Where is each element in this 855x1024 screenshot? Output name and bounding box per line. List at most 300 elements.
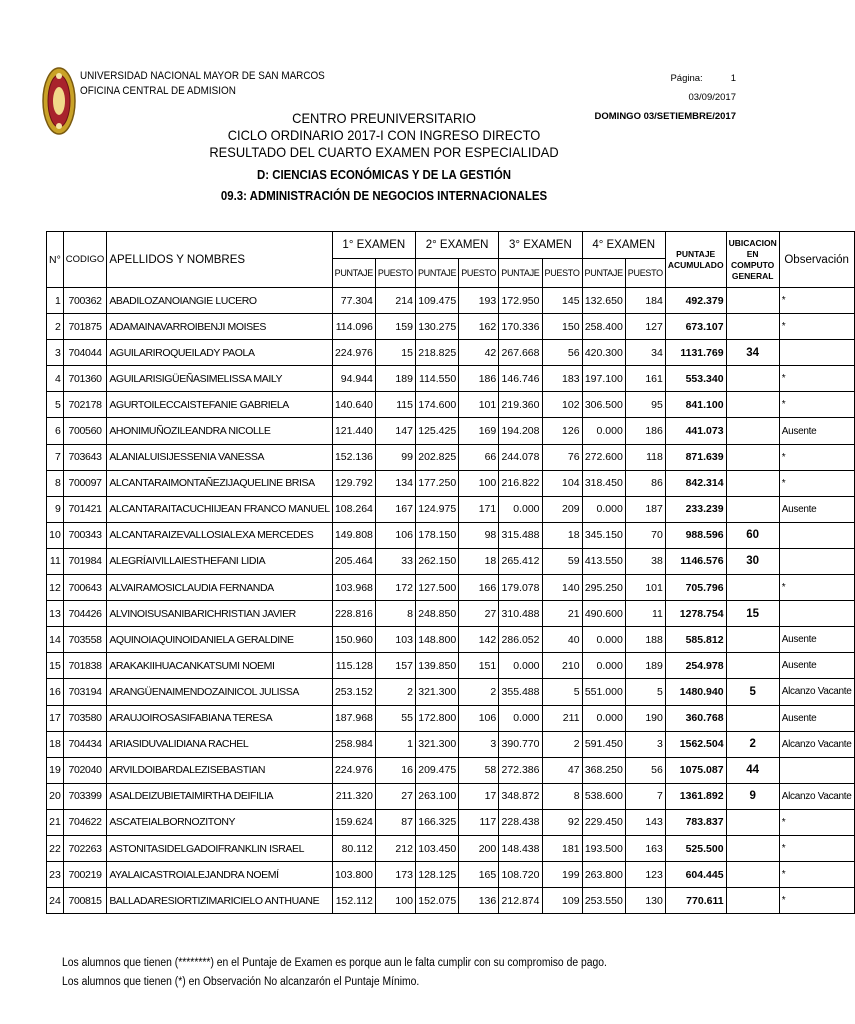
table-row (47, 757, 855, 783)
col-code: CODIGO (63, 232, 107, 288)
row-number: 14 (47, 627, 64, 653)
score-exam-2: 218.825 (415, 340, 458, 366)
observation: Ausente (779, 627, 854, 653)
observation: * (779, 470, 854, 496)
score-exam-1: 149.808 (332, 522, 375, 548)
observation: * (779, 392, 854, 418)
table-row (47, 314, 855, 340)
score-exam-1: 114.096 (332, 314, 375, 340)
col-position-3: PUESTO (542, 259, 582, 288)
general-rank (726, 392, 779, 418)
student-name: ARIASIDUVALIDIANA RACHEL (107, 731, 332, 757)
score-exam-4: 272.600 (582, 444, 625, 470)
position-exam-1: 2 (375, 679, 415, 705)
score-exam-2: 125.425 (415, 418, 458, 444)
student-code: 703558 (63, 627, 107, 653)
table-row (47, 653, 855, 679)
general-rank (726, 835, 779, 861)
score-exam-4: 318.450 (582, 470, 625, 496)
position-exam-2: 3 (459, 731, 499, 757)
position-exam-4: 184 (625, 288, 665, 314)
results-table (46, 231, 855, 914)
report-date: 03/09/2017 (688, 92, 736, 103)
position-exam-2: 200 (459, 835, 499, 861)
total-score: 988.596 (665, 522, 726, 548)
total-score: 233.239 (665, 496, 726, 522)
total-score: 254.978 (665, 653, 726, 679)
score-exam-3: 194.208 (499, 418, 542, 444)
position-exam-4: 3 (625, 731, 665, 757)
position-exam-1: 167 (375, 496, 415, 522)
student-code: 700343 (63, 522, 107, 548)
position-exam-2: 151 (459, 653, 499, 679)
table-row (47, 679, 855, 705)
student-code: 703580 (63, 705, 107, 731)
general-rank (726, 314, 779, 340)
table-row (47, 809, 855, 835)
position-exam-3: 40 (542, 627, 582, 653)
total-score: 360.768 (665, 705, 726, 731)
table-row (47, 392, 855, 418)
score-exam-2: 321.300 (415, 679, 458, 705)
report-day: DOMINGO 03/SETIEMBRE/2017 (594, 111, 736, 122)
student-name: ALCANTARAITACUCHIIJEAN FRANCO MANUEL (107, 496, 332, 522)
student-code: 703194 (63, 679, 107, 705)
score-exam-1: 129.792 (332, 470, 375, 496)
row-number: 11 (47, 548, 64, 574)
position-exam-3: 18 (542, 522, 582, 548)
position-exam-4: 188 (625, 627, 665, 653)
observation (779, 757, 854, 783)
position-exam-3: 92 (542, 809, 582, 835)
position-exam-3: 76 (542, 444, 582, 470)
position-exam-2: 117 (459, 809, 499, 835)
score-exam-3: 0.000 (499, 705, 542, 731)
score-exam-1: 80.112 (332, 835, 375, 861)
student-code: 701984 (63, 548, 107, 574)
observation: * (779, 575, 854, 601)
score-exam-3: 267.668 (499, 340, 542, 366)
position-exam-4: 163 (625, 835, 665, 861)
score-exam-1: 108.264 (332, 496, 375, 522)
score-exam-4: 295.250 (582, 575, 625, 601)
student-name: ABADILOZANOIANGIE LUCERO (107, 288, 332, 314)
position-exam-2: 17 (459, 783, 499, 809)
position-exam-2: 165 (459, 862, 499, 888)
student-code: 704044 (63, 340, 107, 366)
student-code: 702178 (63, 392, 107, 418)
score-exam-1: 258.984 (332, 731, 375, 757)
student-name: AYALAICASTROIALEJANDRA NOEMÍ (107, 862, 332, 888)
observation: * (779, 366, 854, 392)
observation: * (779, 809, 854, 835)
position-exam-3: 8 (542, 783, 582, 809)
total-score: 1480.940 (665, 679, 726, 705)
score-exam-2: 114.550 (415, 366, 458, 392)
position-exam-4: 186 (625, 418, 665, 444)
student-name: ALCANTARAIMONTAÑEZIJAQUELINE BRISA (107, 470, 332, 496)
row-number: 8 (47, 470, 64, 496)
general-rank (726, 653, 779, 679)
observation: * (779, 835, 854, 861)
position-exam-4: 70 (625, 522, 665, 548)
position-exam-3: 109 (542, 888, 582, 914)
score-exam-4: 132.650 (582, 288, 625, 314)
position-exam-4: 143 (625, 809, 665, 835)
score-exam-2: 321.300 (415, 731, 458, 757)
score-exam-2: 209.475 (415, 757, 458, 783)
score-exam-3: 265.412 (499, 548, 542, 574)
position-exam-2: 2 (459, 679, 499, 705)
total-score: 1278.754 (665, 601, 726, 627)
score-exam-2: 166.325 (415, 809, 458, 835)
general-rank: 2 (726, 731, 779, 757)
position-exam-2: 58 (459, 757, 499, 783)
title-line-1: CENTRO PREUNIVERSITARIO (292, 110, 476, 126)
student-code: 700362 (63, 288, 107, 314)
position-exam-1: 115 (375, 392, 415, 418)
student-code: 700815 (63, 888, 107, 914)
general-rank (726, 470, 779, 496)
col-score-4: PUNTAJE (582, 259, 625, 288)
score-exam-1: 187.968 (332, 705, 375, 731)
position-exam-3: 209 (542, 496, 582, 522)
table-row (47, 705, 855, 731)
score-exam-4: 229.450 (582, 809, 625, 835)
general-rank (726, 862, 779, 888)
area-title: D: CIENCIAS ECONÓMICAS Y DE LA GESTIÓN (256, 167, 512, 182)
total-score: 841.100 (665, 392, 726, 418)
row-number: 23 (47, 862, 64, 888)
page-label: Página: (670, 73, 703, 84)
table-row (47, 601, 855, 627)
position-exam-1: 100 (375, 888, 415, 914)
general-rank (726, 575, 779, 601)
position-exam-3: 145 (542, 288, 582, 314)
position-exam-2: 18 (459, 548, 499, 574)
position-exam-3: 56 (542, 340, 582, 366)
student-name: ARAUJOIROSASIFABIANA TERESA (107, 705, 332, 731)
score-exam-4: 490.600 (582, 601, 625, 627)
position-exam-2: 142 (459, 627, 499, 653)
score-exam-1: 121.440 (332, 418, 375, 444)
general-rank (726, 496, 779, 522)
score-exam-1: 140.640 (332, 392, 375, 418)
score-exam-2: 127.500 (415, 575, 458, 601)
position-exam-3: 199 (542, 862, 582, 888)
score-exam-1: 152.112 (332, 888, 375, 914)
row-number: 12 (47, 575, 64, 601)
general-rank (726, 288, 779, 314)
position-exam-3: 181 (542, 835, 582, 861)
observation: * (779, 314, 854, 340)
position-exam-2: 42 (459, 340, 499, 366)
results-body (47, 288, 855, 914)
row-number: 22 (47, 835, 64, 861)
student-code: 702040 (63, 757, 107, 783)
position-exam-3: 211 (542, 705, 582, 731)
score-exam-3: 0.000 (499, 653, 542, 679)
score-exam-2: 178.150 (415, 522, 458, 548)
score-exam-1: 150.960 (332, 627, 375, 653)
col-score-3: PUNTAJE (499, 259, 542, 288)
col-rank: UBICACION EN COMPUTO GENERAL (726, 232, 779, 288)
position-exam-1: 173 (375, 862, 415, 888)
row-number: 16 (47, 679, 64, 705)
position-exam-3: 150 (542, 314, 582, 340)
row-number: 5 (47, 392, 64, 418)
score-exam-1: 228.816 (332, 601, 375, 627)
total-score: 1146.576 (665, 548, 726, 574)
observation: Ausente (779, 418, 854, 444)
position-exam-4: 7 (625, 783, 665, 809)
score-exam-3: 348.872 (499, 783, 542, 809)
student-name: AGUILARISIGÜEÑASIMELISSA MAILY (107, 366, 332, 392)
position-exam-4: 118 (625, 444, 665, 470)
footer-notes (62, 954, 607, 992)
position-exam-4: 5 (625, 679, 665, 705)
position-exam-2: 162 (459, 314, 499, 340)
student-code: 701360 (63, 366, 107, 392)
score-exam-2: 130.275 (415, 314, 458, 340)
student-name: ARVILDOIBARDALEZISEBASTIAN (107, 757, 332, 783)
position-exam-1: 55 (375, 705, 415, 731)
position-exam-2: 66 (459, 444, 499, 470)
position-exam-4: 123 (625, 862, 665, 888)
row-number: 13 (47, 601, 64, 627)
total-score: 842.314 (665, 470, 726, 496)
position-exam-1: 212 (375, 835, 415, 861)
col-score-2: PUNTAJE (415, 259, 458, 288)
score-exam-4: 551.000 (582, 679, 625, 705)
col-exam3: 3° EXAMEN (499, 232, 582, 259)
row-number: 21 (47, 809, 64, 835)
general-rank (726, 366, 779, 392)
general-rank: 5 (726, 679, 779, 705)
total-score: 604.445 (665, 862, 726, 888)
position-exam-4: 56 (625, 757, 665, 783)
student-code: 704434 (63, 731, 107, 757)
observation: Ausente (779, 653, 854, 679)
observation: * (779, 288, 854, 314)
table-row (47, 418, 855, 444)
total-score: 1075.087 (665, 757, 726, 783)
total-score: 1562.504 (665, 731, 726, 757)
table-row (47, 575, 855, 601)
general-rank (726, 627, 779, 653)
student-code: 703399 (63, 783, 107, 809)
score-exam-1: 115.128 (332, 653, 375, 679)
position-exam-3: 140 (542, 575, 582, 601)
position-exam-1: 16 (375, 757, 415, 783)
page-number: 1 (730, 73, 736, 84)
table-row (47, 366, 855, 392)
score-exam-3: 108.720 (499, 862, 542, 888)
student-code: 700560 (63, 418, 107, 444)
table-row (47, 835, 855, 861)
score-exam-3: 216.822 (499, 470, 542, 496)
position-exam-2: 136 (459, 888, 499, 914)
position-exam-3: 5 (542, 679, 582, 705)
score-exam-2: 202.825 (415, 444, 458, 470)
observation (779, 601, 854, 627)
row-number: 2 (47, 314, 64, 340)
row-number: 19 (47, 757, 64, 783)
score-exam-3: 146.746 (499, 366, 542, 392)
position-exam-3: 104 (542, 470, 582, 496)
observation (779, 522, 854, 548)
total-score: 871.639 (665, 444, 726, 470)
position-exam-4: 101 (625, 575, 665, 601)
student-name: AGURTOILECCAISTEFANIE GABRIELA (107, 392, 332, 418)
position-exam-4: 11 (625, 601, 665, 627)
general-rank: 15 (726, 601, 779, 627)
score-exam-1: 103.968 (332, 575, 375, 601)
score-exam-4: 263.800 (582, 862, 625, 888)
general-rank (726, 705, 779, 731)
position-exam-2: 101 (459, 392, 499, 418)
position-exam-1: 1 (375, 731, 415, 757)
row-number: 6 (47, 418, 64, 444)
position-exam-4: 38 (625, 548, 665, 574)
score-exam-4: 258.400 (582, 314, 625, 340)
position-exam-1: 189 (375, 366, 415, 392)
score-exam-3: 0.000 (499, 496, 542, 522)
student-name: ALEGRÍAIVILLAIESTHEFANI LIDIA (107, 548, 332, 574)
position-exam-3: 2 (542, 731, 582, 757)
score-exam-4: 413.550 (582, 548, 625, 574)
col-score-1: PUNTAJE (332, 259, 375, 288)
score-exam-1: 211.320 (332, 783, 375, 809)
row-number: 15 (47, 653, 64, 679)
score-exam-4: 591.450 (582, 731, 625, 757)
score-exam-1: 253.152 (332, 679, 375, 705)
position-exam-4: 189 (625, 653, 665, 679)
score-exam-2: 103.450 (415, 835, 458, 861)
student-name: ARANGÜENAIMENDOZAINICOL JULISSA (107, 679, 332, 705)
position-exam-1: 214 (375, 288, 415, 314)
observation: * (779, 444, 854, 470)
score-exam-2: 109.475 (415, 288, 458, 314)
total-score: 441.073 (665, 418, 726, 444)
table-row (47, 548, 855, 574)
score-exam-2: 128.125 (415, 862, 458, 888)
score-exam-2: 139.850 (415, 653, 458, 679)
score-exam-2: 152.075 (415, 888, 458, 914)
row-number: 24 (47, 888, 64, 914)
student-code: 701421 (63, 496, 107, 522)
student-name: ALCANTARAIZEVALLOSIALEXA MERCEDES (107, 522, 332, 548)
position-exam-4: 34 (625, 340, 665, 366)
position-exam-2: 100 (459, 470, 499, 496)
table-row (47, 470, 855, 496)
score-exam-2: 174.600 (415, 392, 458, 418)
score-exam-4: 368.250 (582, 757, 625, 783)
total-score: 1131.769 (665, 340, 726, 366)
score-exam-1: 152.136 (332, 444, 375, 470)
score-exam-4: 193.500 (582, 835, 625, 861)
observation: Ausente (779, 705, 854, 731)
general-rank (726, 809, 779, 835)
col-position-1: PUESTO (375, 259, 415, 288)
general-rank: 30 (726, 548, 779, 574)
student-code: 703643 (63, 444, 107, 470)
score-exam-3: 244.078 (499, 444, 542, 470)
student-code: 701838 (63, 653, 107, 679)
position-exam-4: 130 (625, 888, 665, 914)
position-exam-1: 27 (375, 783, 415, 809)
general-rank: 9 (726, 783, 779, 809)
col-position-4: PUESTO (625, 259, 665, 288)
row-number: 4 (47, 366, 64, 392)
student-name: BALLADARESIORTIZIMARICIELO ANTHUANE (107, 888, 332, 914)
student-code: 701875 (63, 314, 107, 340)
total-score: 770.611 (665, 888, 726, 914)
student-name: ADAMAINAVARROIBENJI MOISES (107, 314, 332, 340)
score-exam-4: 197.100 (582, 366, 625, 392)
position-exam-4: 95 (625, 392, 665, 418)
col-exam1: 1° EXAMEN (332, 232, 415, 259)
score-exam-4: 0.000 (582, 653, 625, 679)
student-code: 702263 (63, 835, 107, 861)
score-exam-3: 315.488 (499, 522, 542, 548)
col-exam4: 4° EXAMEN (582, 232, 665, 259)
position-exam-1: 159 (375, 314, 415, 340)
position-exam-4: 161 (625, 366, 665, 392)
observation: Alcanzo Vacante (779, 731, 854, 757)
position-exam-1: 157 (375, 653, 415, 679)
table-row (47, 340, 855, 366)
col-total: PUNTAJE ACUMULADO (665, 232, 726, 288)
student-code: 700097 (63, 470, 107, 496)
position-exam-2: 106 (459, 705, 499, 731)
position-exam-4: 187 (625, 496, 665, 522)
position-exam-1: 106 (375, 522, 415, 548)
score-exam-1: 94.944 (332, 366, 375, 392)
score-exam-2: 263.100 (415, 783, 458, 809)
score-exam-4: 0.000 (582, 627, 625, 653)
score-exam-3: 148.438 (499, 835, 542, 861)
general-rank (726, 888, 779, 914)
total-score: 783.837 (665, 809, 726, 835)
position-exam-1: 99 (375, 444, 415, 470)
total-score: 705.796 (665, 575, 726, 601)
table-row (47, 288, 855, 314)
position-exam-1: 87 (375, 809, 415, 835)
total-score: 492.379 (665, 288, 726, 314)
student-name: ASALDEIZUBIETAIMIRTHA DEIFILIA (107, 783, 332, 809)
row-number: 20 (47, 783, 64, 809)
position-exam-2: 171 (459, 496, 499, 522)
score-exam-4: 345.150 (582, 522, 625, 548)
score-exam-3: 172.950 (499, 288, 542, 314)
table-row (47, 496, 855, 522)
position-exam-1: 172 (375, 575, 415, 601)
score-exam-3: 310.488 (499, 601, 542, 627)
student-name: AQUINOIAQUINOIDANIELA GERALDINE (107, 627, 332, 653)
position-exam-1: 134 (375, 470, 415, 496)
position-exam-2: 166 (459, 575, 499, 601)
observation (779, 340, 854, 366)
student-name: AHONIMUÑOZILEANDRA NICOLLE (107, 418, 332, 444)
position-exam-3: 102 (542, 392, 582, 418)
student-code: 704426 (63, 601, 107, 627)
footer-note-2: Los alumnos que tienen (*) en Observación No alcanzarón el Puntaje Mínimo. (62, 976, 420, 988)
table-row (47, 731, 855, 757)
row-number: 7 (47, 444, 64, 470)
position-exam-3: 183 (542, 366, 582, 392)
position-exam-2: 27 (459, 601, 499, 627)
